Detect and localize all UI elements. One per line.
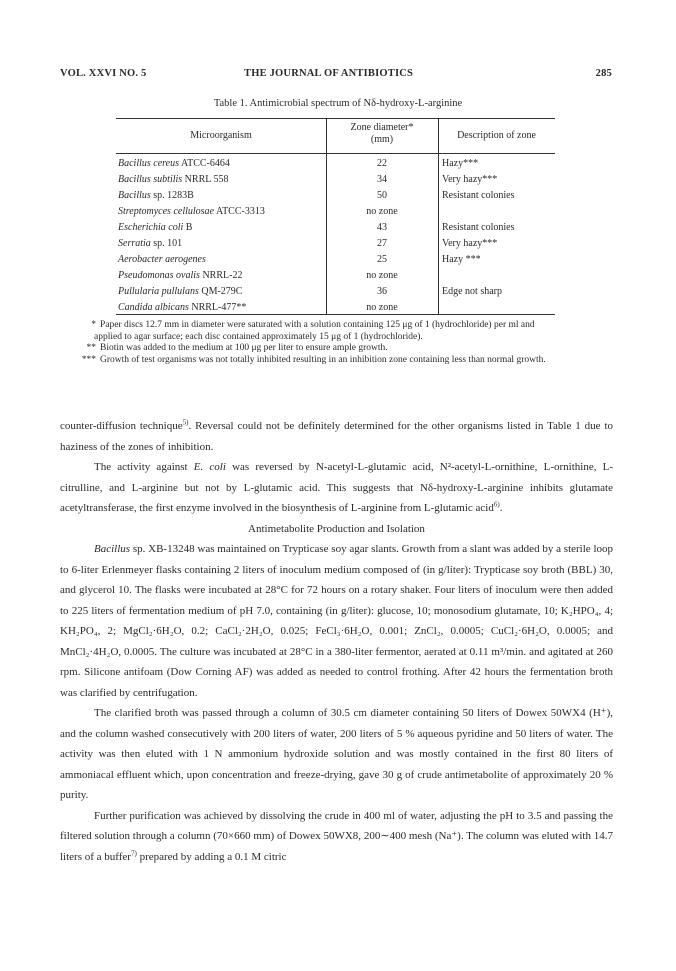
table-row [116,172,555,188]
strain-id: NRRL-22 [202,270,243,281]
table-rule-header [116,153,555,154]
table-rule-top [116,118,555,119]
page-number: 285 [595,68,612,79]
organism-name: E. coli [193,461,226,473]
table-body [116,156,555,316]
strain-id: QM-279C [201,286,243,297]
description-cell: Edge not sharp [442,286,502,297]
organism-name: Bacillus subtilis [118,174,183,185]
organism-cell [118,172,228,188]
column-header-microorganism: Microorganism [190,130,252,141]
description-cell: Hazy*** [442,158,479,169]
paragraph: The clarified broth was passed through a column of 30.5 cm diameter containing 50 liters of Dowex 50WX4 (H⁺), and the column washed consecutively with 200 liters of water, 200 liters of 5 % aqueous pyridine and 50 liters of water. The activity was then eluted with 1 N ammonium hydroxide solution and was mostly contained in the first 80 liters of ammoniacal effluent which, upon concentration and freeze-drying, gave 30 g of crude antimetabolite of approximately 20 % purity. [60,707,613,801]
footnote-mark: * [91,320,96,330]
organism-cell [118,156,230,172]
description-cell: Resistant colonies [442,222,515,233]
organism-cell [118,300,246,316]
table-row [116,220,555,236]
paragraph-text: The activity against [94,461,194,473]
paragraph-text: Further purification was achieved by dissolving the crude in 400 ml of water, adjusting the pH to 3.5 and passing the filtered solution through a column (70×660 mm) of Dowex 50WX8, 200∼400 mesh (Na⁺). The column was eluted with 14.7 liters of a buffer [60,809,613,863]
organism-name: Escherichia coli [118,222,184,233]
zone-cell: 25 [377,254,387,265]
paragraph [60,457,613,519]
description-cell: Hazy *** [442,254,481,265]
zone-cell: 22 [377,158,387,169]
column-header-zone-label: Zone diameter* [350,122,414,133]
strain-id: NRRL-477** [191,302,247,313]
organism-cell [118,252,206,268]
reference-mark: 6) [493,500,500,509]
organism-name: Pullularia pullulans [118,286,199,297]
table-row [116,268,555,284]
paragraph [60,539,613,703]
table-caption: Table 1. Antimicrobial spectrum of Nδ-hydroxy-L-arginine [213,98,463,109]
paragraph-text: was reversed by N-acetyl-L-glutamic acid, N²-acetyl-L-ornithine, L-ornithine, L-citrulline, and L-arginine but not by L-glutamic acid. This suggests that Nδ-hydroxy-L-arginine inhibits glutamate acetyltransferase, the first enzyme involved in the biosynthesis of L-arginine from L-glutamic acid [60,461,614,514]
column-header-description: Description of zone [457,130,536,141]
paragraph [60,416,613,457]
organism-cell [118,236,182,252]
paragraph-text: counter-diffusion technique [60,420,183,432]
organism-name: Bacillus [94,543,131,555]
zone-cell: 36 [377,286,387,297]
table-footnotes [60,320,548,366]
strain-id: NRRL 558 [184,174,229,185]
zone-cell: 50 [377,190,387,201]
table-row [116,300,555,316]
table-row [116,156,555,172]
zone-cell: 43 [377,222,387,233]
organism-name: Serratia [118,238,151,249]
organism-cell [118,284,242,300]
footnote [60,343,548,355]
strain-id: B [185,222,193,233]
footnote [60,320,548,343]
paragraph-text: . Reversal could not be definitely determined for the other organisms listed in Table 1 due to haziness of the zones of inhibition. [60,420,613,453]
organism-name: Bacillus [118,190,151,201]
strain-id: sp. 1283B [153,190,194,201]
organism-name: Aerobacter aerogenes [118,254,206,265]
reference-mark: 5) [182,418,189,427]
strain-id: ATCC-6464 [180,158,230,169]
footnote-text: Biotin was added to the medium at 100 μg per liter to ensure ample growth. [100,343,388,353]
zone-cell: 27 [377,238,387,249]
table-row [116,284,555,300]
organism-cell [118,188,194,204]
section-heading: Antimetabolite Production and Isolation [248,522,425,535]
table-row [116,204,555,220]
zone-cell: no zone [366,270,398,281]
footnote-mark: ** [86,343,96,353]
paragraph-text: sp. XB-13248 was maintained on Trypticase soy agar slants. Growth from a slant was added by a sterile loop to 6-liter Erlenmeyer flasks containing 2 liters of inoculum medium composed of (in g/liter): Trypticase soy broth (BBL) 30, and glycerol 10. The flasks were incubated at 28°C for 72 hours on a rotary shaker. Four liters of inoculum were then added to 225 liters of fermentation medium of pH 7.0, containing (in g/liter): glucose, 10; monosodium glutamate, 10; K₂HPO₄, 4; KH₂PO₄, 2; MgCl₂·6H₂O, 0.2; CaCl₂·2H₂O, 0.025; FeCl₃·6H₂O, 0.001; ZnCl₂, 0.0005; CuCl₂·6H₂O, 0.0005; and MnCl₂·4H₂O, 0.0005. The culture was incubated at 28°C in a 380-liter fermentor, aerated at 0.11 m³/min. and agitated at 260 rpm. Silicone antifoam (Dow Corning AF) was added as needed to control frothing. After 42 hours the fermentation broth was clarified by centrifugation. [60,543,613,699]
table-row [116,236,555,252]
column-header-zone-diameter [326,122,438,146]
reference-mark: 7) [130,848,137,857]
table-row [116,188,555,204]
table-row [116,252,555,268]
zone-cell: no zone [366,206,398,217]
footnote-mark: *** [81,354,96,365]
organism-cell [118,204,265,220]
paragraph-text: prepared by adding a 0.1 M citric [136,850,287,863]
description-cell: Resistant colonies [442,190,515,201]
strain-id: sp. 101 [153,238,183,249]
organism-name: Pseudomonas ovalis [118,270,200,281]
volume-label: VOL. XXVI NO. 5 [60,68,147,79]
zone-cell: 34 [377,174,387,185]
zone-cell: no zone [366,302,398,313]
journal-title: THE JOURNAL OF ANTIBIOTICS [244,68,414,79]
paragraph [60,806,613,868]
description-cell: Very hazy*** [442,238,498,249]
organism-name: Streptomyces cellulosae [118,206,214,217]
organism-cell [118,220,192,236]
running-header [60,68,612,84]
paragraph-text: . [499,502,503,514]
description-cell: Very hazy*** [442,174,498,185]
organism-cell [118,268,242,284]
footnote-text: Paper discs 12.7 mm in diameter were saturated with a solution containing 125 μg of 1 (hydrochloride) per ml and applied to agar surface; each disc contained approximately 15 μg of 1 (hydrochloride). [94,320,535,342]
column-header-zone-unit: (mm) [370,134,394,145]
organism-name: Candida albicans [118,302,189,313]
article-body [60,416,613,867]
footnote [60,355,548,367]
strain-id: ATCC-3313 [215,206,265,217]
footnote-text: Growth of test organisms was not totally inhibited resulting in an inhibition zone containing less than normal growth. [100,354,546,365]
organism-name: Bacillus cereus [118,158,180,169]
